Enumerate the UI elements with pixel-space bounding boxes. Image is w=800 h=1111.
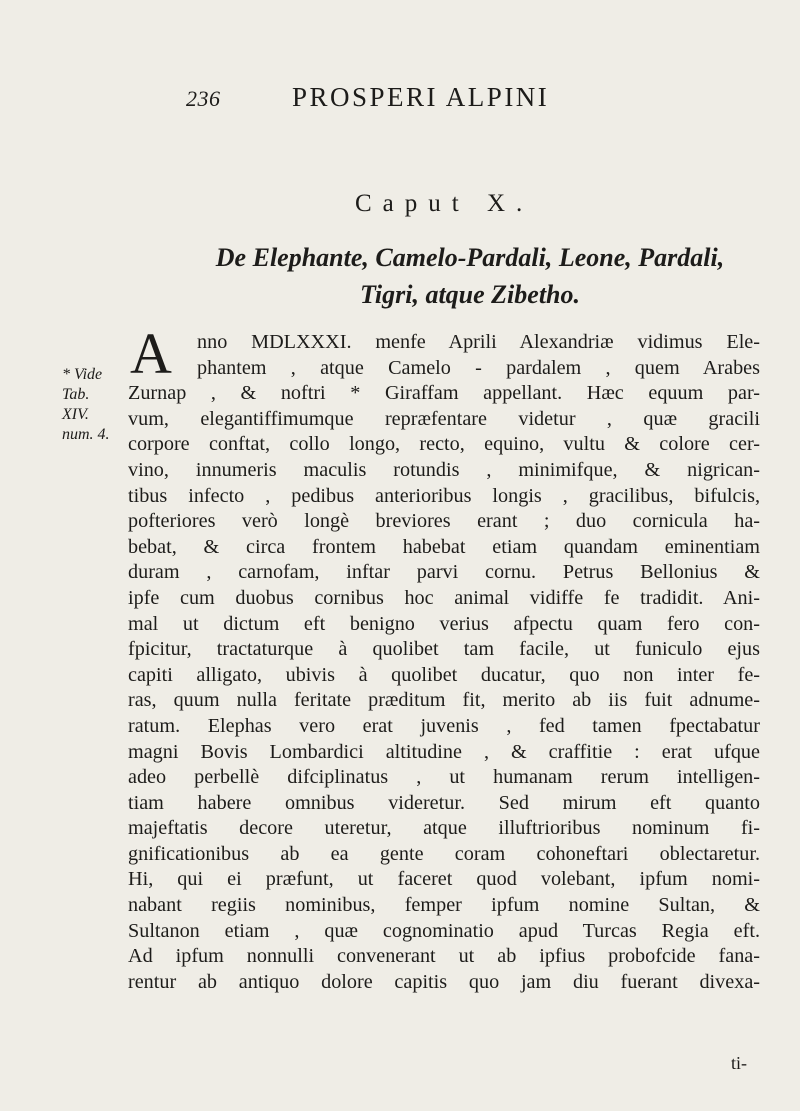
text-line: magni Bovis Lombardici altitudine , & craffitie : erat ufque [128,740,760,763]
text-line: tiam habere omnibus videretur. Sed mirum eft quanto [128,791,760,814]
text-line: gnificationibus ab ea gente coram cohoneftari oblectaretur. [128,842,760,865]
text-line: Hi, qui ei præfunt, ut faceret quod volebant, ipfum nomi- [128,868,760,891]
text-line: ipfe cum duobus cornibus hoc animal vidiffe fe tradidit. Ani- [128,586,760,609]
margin-note-line: num. 4. [62,426,110,443]
text-line: corpore conftat, collo longo, recto, equino, vultu & colore cer- [128,433,760,456]
text-line: nabant regiis nominibus, femper ipfum nomine Sultan, & [128,894,760,917]
text-line: phantem , atque Camelo - pardalem , quem Arabes [197,356,760,379]
text-line: rentur ab antiquo dolore capitis quo jam diu fuerant divexa- [128,970,760,993]
drop-cap: A [130,321,172,386]
margin-note-line: Tab. [62,386,90,403]
running-head: PROSPERI ALPINI [292,82,550,112]
text-line: ratum. Elephas vero erat juvenis , fed tamen fpectabatur [128,714,760,737]
text-line: pofteriores verò longè breviores erant ; duo cornicula ha- [128,510,760,533]
text-line: adeo perbellè difciplinatus , ut humanam rerum intelligen- [128,766,760,789]
text-line: Sultanon etiam , quæ cognominatio apud Turcas Regia eft. [128,919,760,942]
margin-note-line: * Vide [62,366,103,383]
margin-note-line: XIV. [62,406,89,423]
text-line: ras, quum nulla feritate præditum fit, merito ab iis fuit adnume- [128,689,760,712]
catchword: ti- [731,1053,747,1073]
text-line: fpicitur, tractaturque à quolibet tam facile, ut funiculo ejus [128,638,760,661]
chapter-title: De Elephante, Camelo-Pardali, Leone, Pardali, Tigri, atque Zibetho. [215,243,725,309]
text-line: bebat, & circa frontem habebat etiam quandam eminentiam [128,535,760,558]
text-line: Zurnap , & noftri * Giraffam appellant. Hæc equum par- [128,382,760,405]
text-line: vino, innumeris maculis rotundis , minimifque, & nigrican- [128,458,760,481]
margin-note [62,365,120,445]
text-line: capiti alligato, ubivis à quolibet ducatur, quo non inter fe- [128,663,760,686]
body-text [128,330,760,995]
text-line: vum, elegantiffimumque repræfentare videtur , quæ gracili [128,407,760,430]
text-line: duram , carnofam, inftar parvi cornu. Petrus Bellonius & [128,561,760,584]
text-line: majeftatis decore uteretur, atque illuftrioribus nominum fi- [128,817,760,840]
text-line: nno MDLXXXI. menfe Aprili Alexandriæ vidimus Ele- [197,331,760,353]
text-line: Ad ipfum nonnulli convenerant ut ab ipfius probofcide fana- [128,945,760,968]
page-number: 236 [186,86,221,111]
text-line: tibus infecto , pedibus anterioribus longis , gracilibus, bifulcis, [128,484,760,507]
text-line: mal ut dictum eft benigno verius afpectu quam fero con- [128,612,760,635]
chapter-heading: Caput X. [355,190,534,217]
